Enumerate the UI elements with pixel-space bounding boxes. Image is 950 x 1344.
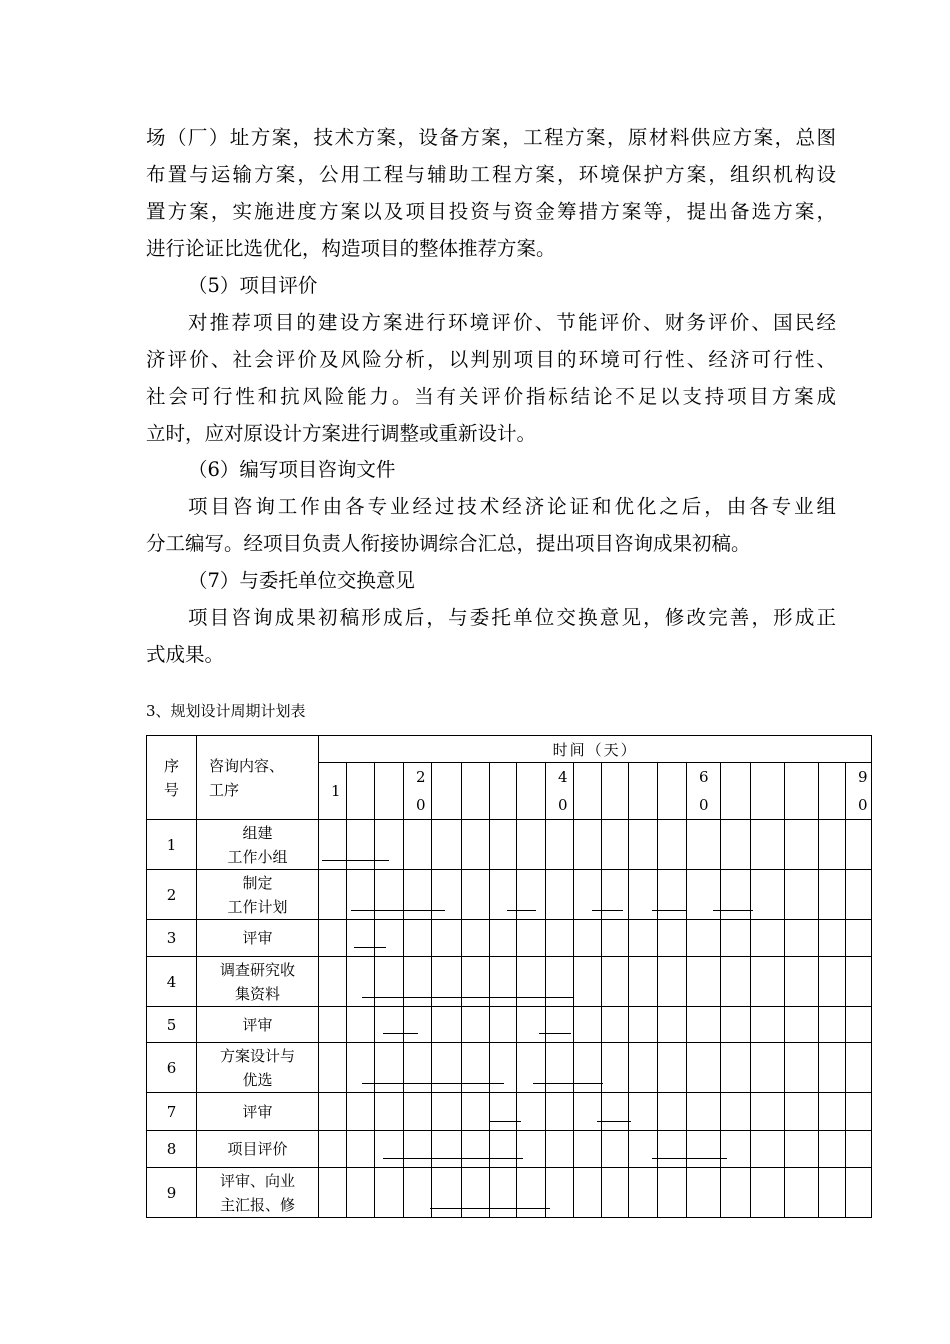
gantt-cell — [658, 1131, 687, 1168]
gantt-cell — [490, 820, 517, 870]
cell-text: 0 — [558, 796, 568, 814]
row-content — [197, 1131, 319, 1168]
gantt-cell — [687, 1043, 721, 1093]
gantt-cell — [574, 1131, 602, 1168]
table-caption: 3、规划设计周期计划表 — [146, 702, 306, 720]
gantt-cell — [490, 1131, 517, 1168]
gantt-cell — [462, 1168, 490, 1218]
cell-text: 制定 — [242, 873, 273, 892]
gantt-cell — [629, 820, 658, 870]
gantt-cell — [819, 920, 846, 957]
cell-text: 工作计划 — [227, 897, 288, 916]
gantt-cell — [517, 1043, 546, 1093]
gantt-cell — [546, 1168, 574, 1218]
gantt-cell — [658, 1007, 687, 1043]
row-number: 8 — [147, 1131, 197, 1168]
gantt-cell — [658, 957, 687, 1007]
gantt-cell — [319, 920, 347, 957]
gantt-cell — [347, 1007, 375, 1043]
tick-cell — [375, 763, 404, 820]
gantt-cell — [846, 1093, 872, 1131]
gantt-cell — [319, 1043, 347, 1093]
header-no — [147, 736, 197, 820]
text-line: 立时，应对原设计方案进行调整或重新设计。 — [146, 422, 537, 445]
text-line: 项目咨询工作由各专业经过技术经济论证和优化之后，由各专业组 — [188, 495, 836, 518]
gantt-cell — [846, 1131, 872, 1168]
text-line: 置方案，实施进度方案以及项目投资与资金筹措方案等，提出备选方案， — [146, 200, 836, 223]
gantt-cell — [347, 920, 375, 957]
tick-cell — [347, 763, 375, 820]
gantt-cell — [432, 1043, 462, 1093]
gantt-cell — [574, 870, 602, 920]
cell-text: 序 — [163, 756, 179, 775]
tick-cell — [846, 763, 872, 820]
gantt-cell — [602, 1007, 629, 1043]
row-number: 5 — [147, 1007, 197, 1043]
gantt-cell — [546, 1043, 574, 1093]
paragraph-write-documents — [146, 488, 836, 562]
text-line: 项目咨询成果初稿形成后，与委托单位交换意见，修改完善，形成正 — [188, 606, 836, 629]
table-row — [147, 820, 872, 870]
gantt-cell — [846, 870, 872, 920]
gantt-cell — [687, 920, 721, 957]
gantt-cell — [432, 1168, 462, 1218]
gantt-cell — [574, 1168, 602, 1218]
row-number: 6 — [147, 1043, 197, 1093]
heading-exchange-opinions: （7）与委托单位交换意见 — [188, 569, 415, 592]
tick-cell — [574, 763, 602, 820]
gantt-cell — [546, 870, 574, 920]
gantt-cell — [602, 820, 629, 870]
gantt-cell — [319, 870, 347, 920]
header-time: 时间（天） — [319, 736, 872, 763]
gantt-cell — [432, 1131, 462, 1168]
cell-text: 0 — [858, 796, 868, 814]
gantt-cell — [721, 820, 751, 870]
cell-text: 组建 — [242, 823, 273, 842]
row-content — [197, 920, 319, 957]
gantt-cell — [819, 1007, 846, 1043]
gantt-cell — [721, 920, 751, 957]
gantt-cell — [602, 1131, 629, 1168]
gantt-cell — [629, 920, 658, 957]
text-line: 分工编写。经项目负责人衔接协调综合汇总，提出项目咨询成果初稿。 — [146, 532, 751, 555]
gantt-cell — [574, 1007, 602, 1043]
gantt-cell — [462, 1093, 490, 1131]
cell-text: 9 — [858, 768, 868, 786]
gantt-cell — [819, 1043, 846, 1093]
gantt-cell — [432, 1007, 462, 1043]
gantt-cell — [687, 957, 721, 1007]
gantt-cell — [319, 1131, 347, 1168]
gantt-cell — [432, 870, 462, 920]
cell-text: 评审、向业 — [219, 1171, 295, 1190]
gantt-cell — [658, 1043, 687, 1093]
table-row — [147, 1043, 872, 1093]
gantt-cell — [846, 1043, 872, 1093]
gantt-cell — [721, 1093, 751, 1131]
gantt-cell — [819, 820, 846, 870]
gantt-cell — [347, 870, 375, 920]
cell-text: 评审 — [242, 1102, 273, 1121]
gantt-cell — [751, 1131, 785, 1168]
paragraph-evaluation — [146, 304, 836, 452]
gantt-cell — [347, 1093, 375, 1131]
tick-cell — [687, 763, 721, 820]
gantt-cell — [404, 1007, 432, 1043]
tick-cell — [404, 763, 432, 820]
cell-text: 主汇报、修 — [219, 1195, 295, 1214]
gantt-cell — [658, 1093, 687, 1131]
gantt-cell — [785, 870, 819, 920]
gantt-cell — [375, 1007, 404, 1043]
gantt-cell — [432, 1093, 462, 1131]
tick-cell — [751, 763, 785, 820]
table-row — [147, 1168, 872, 1218]
gantt-cell — [629, 1093, 658, 1131]
gantt-cell — [658, 870, 687, 920]
cell-text: 方案设计与 — [219, 1046, 295, 1065]
gantt-cell — [517, 820, 546, 870]
gantt-cell — [404, 957, 432, 1007]
gantt-cell — [751, 1168, 785, 1218]
gantt-cell — [721, 1007, 751, 1043]
gantt-cell — [490, 920, 517, 957]
gantt-cell — [574, 957, 602, 1007]
gantt-cell — [574, 1043, 602, 1093]
gantt-cell — [546, 820, 574, 870]
tick-cell — [319, 763, 347, 820]
gantt-cell — [629, 957, 658, 1007]
gantt-cell — [785, 957, 819, 1007]
gantt-cell — [751, 820, 785, 870]
gantt-cell — [721, 870, 751, 920]
gantt-cell — [574, 920, 602, 957]
gantt-cell — [785, 1131, 819, 1168]
cell-text: 评审 — [242, 1015, 273, 1034]
tick-cell — [432, 763, 462, 820]
text-line: 济评价、社会评价及风险分析，以判别项目的环境可行性、经济可行性、 — [146, 348, 836, 371]
gantt-cell — [319, 820, 347, 870]
row-number: 2 — [147, 870, 197, 920]
table-row — [147, 1131, 872, 1168]
gantt-cell — [546, 920, 574, 957]
gantt-cell — [785, 820, 819, 870]
row-content — [197, 870, 319, 920]
row-number: 7 — [147, 1093, 197, 1131]
gantt-cell — [347, 1043, 375, 1093]
row-content — [197, 820, 319, 870]
gantt-cell — [375, 820, 404, 870]
cell-text: 工作小组 — [227, 847, 288, 866]
gantt-cell — [751, 1093, 785, 1131]
gantt-cell — [462, 1007, 490, 1043]
gantt-cell — [658, 920, 687, 957]
cell-text: 2 — [416, 768, 426, 786]
tick-cell — [721, 763, 751, 820]
gantt-cell — [602, 1093, 629, 1131]
gantt-cell — [404, 1131, 432, 1168]
text-line: 式成果。 — [146, 643, 225, 666]
row-number: 3 — [147, 920, 197, 957]
schedule-table — [146, 735, 872, 1218]
gantt-cell — [490, 1093, 517, 1131]
gantt-cell — [602, 920, 629, 957]
gantt-cell — [490, 1168, 517, 1218]
gantt-cell — [517, 957, 546, 1007]
cell-text: 咨询内容、 — [209, 756, 285, 775]
gantt-cell — [819, 870, 846, 920]
gantt-cell — [629, 1043, 658, 1093]
gantt-cell — [721, 1168, 751, 1218]
table-row — [147, 1007, 872, 1043]
row-content — [197, 1168, 319, 1218]
cell-text: 0 — [416, 796, 426, 814]
gantt-cell — [721, 957, 751, 1007]
gantt-cell — [375, 957, 404, 1007]
text-line: 布置与运输方案，公用工程与辅助工程方案，环境保护方案，组织机构设 — [146, 163, 836, 186]
gantt-cell — [574, 820, 602, 870]
gantt-cell — [375, 1093, 404, 1131]
gantt-cell — [490, 1007, 517, 1043]
gantt-cell — [687, 870, 721, 920]
text-line: 社会可行性和抗风险能力。当有关评价指标结论不足以支持项目方案成 — [146, 385, 836, 408]
cell-text: 优选 — [242, 1070, 273, 1089]
cell-text: 0 — [699, 796, 709, 814]
row-content — [197, 1093, 319, 1131]
gantt-cell — [375, 1043, 404, 1093]
paragraph-site-options — [146, 119, 836, 267]
heading-write-documents: （6）编写项目咨询文件 — [188, 458, 396, 481]
cell-text: 评审 — [242, 929, 273, 947]
gantt-cell — [517, 1093, 546, 1131]
gantt-cell — [432, 920, 462, 957]
gantt-cell — [319, 1168, 347, 1218]
gantt-cell — [846, 1007, 872, 1043]
gantt-cell — [785, 1043, 819, 1093]
gantt-cell — [785, 1093, 819, 1131]
row-number: 4 — [147, 957, 197, 1007]
gantt-cell — [819, 1093, 846, 1131]
gantt-cell — [819, 1168, 846, 1218]
table-header-row — [147, 736, 872, 763]
gantt-cell — [629, 1168, 658, 1218]
gantt-cell — [846, 920, 872, 957]
gantt-cell — [375, 920, 404, 957]
cell-text: 调查研究收 — [219, 960, 295, 979]
gantt-cell — [629, 1131, 658, 1168]
gantt-cell — [347, 957, 375, 1007]
gantt-cell — [687, 1093, 721, 1131]
gantt-cell — [319, 1093, 347, 1131]
row-content — [197, 957, 319, 1007]
cell-text: 6 — [699, 768, 709, 786]
table-row — [147, 920, 872, 957]
gantt-cell — [462, 1043, 490, 1093]
gantt-cell — [751, 1043, 785, 1093]
cell-text: 项目评价 — [227, 1140, 288, 1158]
gantt-cell — [751, 957, 785, 1007]
gantt-cell — [602, 1043, 629, 1093]
gantt-cell — [462, 957, 490, 1007]
gantt-cell — [574, 1093, 602, 1131]
heading-project-evaluation: （5）项目评价 — [188, 274, 318, 297]
gantt-cell — [490, 1043, 517, 1093]
header-content — [197, 736, 319, 820]
gantt-cell — [687, 1131, 721, 1168]
table-row — [147, 1093, 872, 1131]
gantt-cell — [785, 1168, 819, 1218]
row-content — [197, 1007, 319, 1043]
gantt-cell — [546, 957, 574, 1007]
gantt-cell — [721, 1043, 751, 1093]
tick-cell — [629, 763, 658, 820]
table-row — [147, 870, 872, 920]
tick-cell — [602, 763, 629, 820]
gantt-cell — [404, 1043, 432, 1093]
tick-cell — [517, 763, 546, 820]
gantt-cell — [490, 957, 517, 1007]
row-number: 9 — [147, 1168, 197, 1218]
gantt-cell — [375, 870, 404, 920]
tick-cell — [819, 763, 846, 820]
gantt-cell — [819, 957, 846, 1007]
gantt-cell — [404, 1093, 432, 1131]
gantt-cell — [602, 870, 629, 920]
gantt-cell — [432, 957, 462, 1007]
gantt-cell — [517, 920, 546, 957]
gantt-cell — [687, 1168, 721, 1218]
gantt-cell — [462, 920, 490, 957]
gantt-cell — [629, 870, 658, 920]
gantt-cell — [658, 820, 687, 870]
gantt-cell — [404, 820, 432, 870]
table-row — [147, 957, 872, 1007]
gantt-cell — [347, 820, 375, 870]
gantt-cell — [751, 1007, 785, 1043]
gantt-cell — [347, 1131, 375, 1168]
gantt-cell — [347, 1168, 375, 1218]
cell-text: 号 — [163, 780, 179, 799]
gantt-cell — [687, 1007, 721, 1043]
gantt-cell — [751, 870, 785, 920]
gantt-cell — [546, 1131, 574, 1168]
row-number: 1 — [147, 820, 197, 870]
cell-text: 集资料 — [234, 984, 280, 1003]
gantt-cell — [846, 820, 872, 870]
tick-cell — [546, 763, 574, 820]
gantt-cell — [319, 957, 347, 1007]
row-content — [197, 1043, 319, 1093]
gantt-cell — [462, 820, 490, 870]
gantt-cell — [721, 1131, 751, 1168]
tick-cell — [658, 763, 687, 820]
gantt-cell — [687, 820, 721, 870]
gantt-cell — [546, 1093, 574, 1131]
gantt-cell — [432, 820, 462, 870]
gantt-cell — [490, 870, 517, 920]
tick-cell — [462, 763, 490, 820]
gantt-cell — [751, 920, 785, 957]
gantt-cell — [602, 1168, 629, 1218]
gantt-cell — [375, 1131, 404, 1168]
tick-cell — [490, 763, 517, 820]
gantt-cell — [517, 1168, 546, 1218]
gantt-cell — [629, 1007, 658, 1043]
gantt-cell — [319, 1007, 347, 1043]
paragraph-exchange-opinions — [146, 599, 836, 673]
text-line: 进行论证比选优化，构造项目的整体推荐方案。 — [146, 237, 556, 260]
tick-cell — [785, 763, 819, 820]
gantt-cell — [819, 1131, 846, 1168]
gantt-cell — [404, 870, 432, 920]
gantt-cell — [517, 870, 546, 920]
gantt-cell — [846, 1168, 872, 1218]
gantt-cell — [846, 957, 872, 1007]
text-line: 对推荐项目的建设方案进行环境评价、节能评价、财务评价、国民经 — [188, 311, 836, 334]
cell-text: 4 — [558, 768, 568, 786]
gantt-cell — [602, 957, 629, 1007]
gantt-cell — [517, 1131, 546, 1168]
gantt-cell — [517, 1007, 546, 1043]
gantt-cell — [658, 1168, 687, 1218]
cell-text: 工序 — [209, 780, 240, 799]
cell-text: 1 — [331, 782, 341, 800]
gantt-cell — [785, 920, 819, 957]
gantt-cell — [375, 1168, 404, 1218]
gantt-cell — [462, 870, 490, 920]
gantt-cell — [404, 1168, 432, 1218]
gantt-cell — [404, 920, 432, 957]
text-line: 场（厂）址方案，技术方案，设备方案，工程方案，原材料供应方案，总图 — [146, 126, 836, 149]
gantt-cell — [546, 1007, 574, 1043]
gantt-cell — [462, 1131, 490, 1168]
gantt-cell — [785, 1007, 819, 1043]
